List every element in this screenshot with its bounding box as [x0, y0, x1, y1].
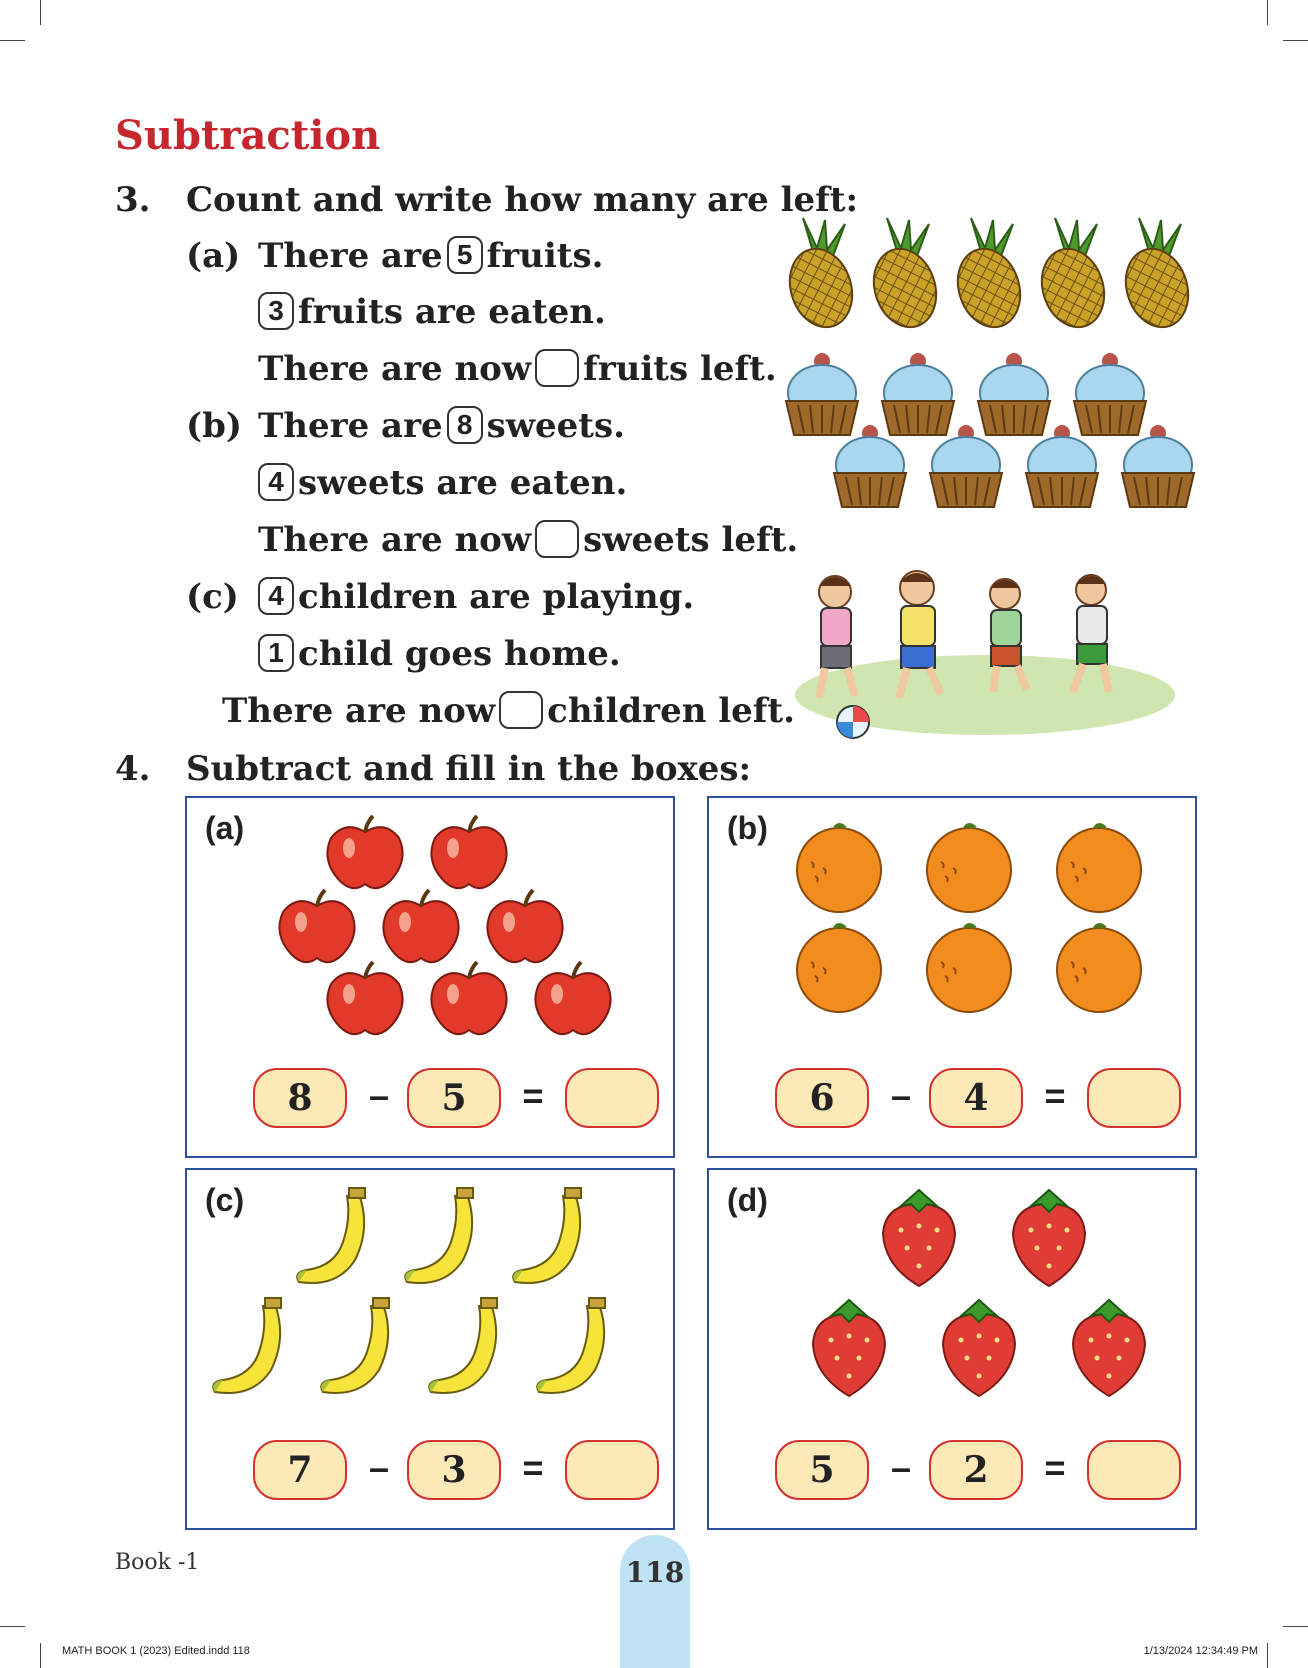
- banana: [537, 1298, 605, 1393]
- minus-sign: –: [890, 1075, 912, 1116]
- orange: [927, 925, 1011, 1012]
- line-text: There are now: [222, 691, 496, 731]
- equation: [187, 1068, 673, 1128]
- crop-mark: [1267, 1643, 1268, 1668]
- sweet-8: [1122, 425, 1194, 507]
- answer-box[interactable]: [1087, 1440, 1181, 1500]
- part-c-line-3: [222, 691, 795, 732]
- panel-label: (d): [727, 1182, 768, 1218]
- part-a-label: (a): [186, 236, 241, 276]
- answer-box[interactable]: [565, 1440, 659, 1500]
- apple: [327, 816, 402, 888]
- banana: [297, 1188, 365, 1283]
- number-box: 1: [258, 634, 294, 672]
- section-title: Subtraction: [115, 112, 381, 159]
- question-4-prompt: Subtract and fill in the boxes:: [186, 749, 752, 789]
- bananas-illustration: [205, 1188, 645, 1408]
- equals-sign: =: [522, 1447, 544, 1488]
- number-box: 4: [258, 577, 294, 615]
- subtrahend-box: 2: [929, 1440, 1023, 1500]
- pineapple-3: [948, 218, 1030, 335]
- line-text: child goes home.: [298, 634, 621, 674]
- apple: [383, 890, 458, 962]
- line-text: sweets left.: [583, 520, 799, 560]
- part-c-label: (c): [186, 577, 239, 617]
- crop-mark: [40, 0, 41, 25]
- orange: [1057, 925, 1141, 1012]
- part-c-line-2: [254, 634, 621, 675]
- number-box: 5: [447, 236, 483, 274]
- apples-illustration: [277, 816, 637, 1036]
- line-text: There are now: [258, 349, 532, 389]
- part-a-line-3: [258, 349, 777, 390]
- line-text: fruits.: [486, 236, 604, 276]
- minuend-box: 8: [253, 1068, 347, 1128]
- sweet-6: [930, 425, 1002, 507]
- minuend-box: 5: [775, 1440, 869, 1500]
- equals-sign: =: [1044, 1447, 1066, 1488]
- subtrahend-box: 3: [407, 1440, 501, 1500]
- part-b-line-3: [258, 520, 798, 561]
- answer-box[interactable]: [535, 520, 579, 558]
- slug-timestamp: 1/13/2024 12:34:49 PM: [1143, 1645, 1258, 1657]
- equals-sign: =: [1044, 1075, 1066, 1116]
- part-c-line-1: [254, 577, 694, 618]
- equation: [709, 1440, 1195, 1500]
- line-text: fruits are eaten.: [298, 292, 606, 332]
- equation: [187, 1440, 673, 1500]
- number-box: 3: [258, 292, 294, 330]
- question-4-number: 4.: [115, 749, 151, 789]
- line-text: children are playing.: [298, 577, 695, 617]
- sweet-1: [786, 353, 858, 435]
- equation: [709, 1068, 1195, 1128]
- crop-mark: [0, 1626, 25, 1627]
- pineapple-5: [1116, 218, 1198, 335]
- pineapple-2: [864, 218, 946, 335]
- strawberries-illustration: [809, 1190, 1149, 1410]
- minus-sign: –: [368, 1075, 390, 1116]
- page-number: 118: [625, 1556, 685, 1589]
- strawberry: [883, 1190, 955, 1286]
- minuend-box: 6: [775, 1068, 869, 1128]
- part-a-line-1: [258, 236, 603, 277]
- banana: [213, 1298, 281, 1393]
- pineapple-4: [1032, 218, 1114, 335]
- minuend-box: 7: [253, 1440, 347, 1500]
- line-text: sweets are eaten.: [298, 463, 628, 503]
- strawberry: [943, 1300, 1015, 1396]
- answer-box[interactable]: [535, 349, 579, 387]
- equals-sign: =: [522, 1075, 544, 1116]
- line-text: There are now: [258, 520, 532, 560]
- part-b-line-1: [258, 406, 625, 447]
- part-b-line-2: [254, 463, 627, 504]
- orange: [927, 825, 1011, 912]
- subtrahend-box: 5: [407, 1068, 501, 1128]
- children-playing-illustration: [795, 570, 1175, 745]
- orange: [797, 825, 881, 912]
- number-box: 8: [447, 406, 483, 444]
- minus-sign: –: [368, 1447, 390, 1488]
- crop-mark: [1283, 40, 1308, 41]
- strawberry: [813, 1300, 885, 1396]
- apple: [279, 890, 354, 962]
- orange: [1057, 825, 1141, 912]
- apple: [487, 890, 562, 962]
- crop-mark: [1267, 0, 1268, 25]
- question-3-number: 3.: [115, 180, 151, 220]
- banana: [513, 1188, 581, 1283]
- pineapple-1: [780, 218, 862, 335]
- part-b-label: (b): [186, 406, 242, 446]
- page-number-tab: [620, 1535, 690, 1668]
- subtrahend-box: 4: [929, 1068, 1023, 1128]
- ball-icon: [837, 706, 869, 738]
- line-text: sweets.: [486, 406, 625, 446]
- crop-mark: [40, 1643, 41, 1668]
- orange: [797, 925, 881, 1012]
- banana: [321, 1298, 389, 1393]
- book-label: Book -1: [115, 1550, 200, 1575]
- pineapples-illustration: [775, 218, 1215, 328]
- sweet-2: [882, 353, 954, 435]
- strawberry: [1073, 1300, 1145, 1396]
- crop-mark: [1283, 1626, 1308, 1627]
- sweet-7: [1026, 425, 1098, 507]
- line-text: fruits left.: [583, 349, 777, 389]
- answer-box[interactable]: [499, 691, 543, 729]
- banana: [405, 1188, 473, 1283]
- crop-mark: [0, 40, 25, 41]
- question-3-prompt: Count and write how many are left:: [186, 180, 859, 220]
- sweet-5: [834, 425, 906, 507]
- line-text: There are: [258, 236, 443, 276]
- part-a-line-2: [254, 292, 606, 333]
- line-text: There are: [258, 406, 443, 446]
- answer-box[interactable]: [1087, 1068, 1181, 1128]
- sweets-illustration: [780, 355, 1200, 515]
- line-text: children left.: [547, 691, 795, 731]
- panel-label: (a): [205, 810, 245, 846]
- oranges-illustration: [795, 826, 1155, 1016]
- apple: [431, 816, 506, 888]
- panel-c: [185, 1168, 675, 1530]
- panel-label: (c): [205, 1182, 245, 1218]
- sweet-4: [1074, 353, 1146, 435]
- minus-sign: –: [890, 1447, 912, 1488]
- apple: [431, 962, 506, 1034]
- panel-b: [707, 796, 1197, 1158]
- sweet-3: [978, 353, 1050, 435]
- banana: [429, 1298, 497, 1393]
- slug-filename: MATH BOOK 1 (2023) Edited.indd 118: [62, 1645, 250, 1657]
- panel-d: [707, 1168, 1197, 1530]
- panel-a: [185, 796, 675, 1158]
- strawberry: [1013, 1190, 1085, 1286]
- number-box: 4: [258, 463, 294, 501]
- apple: [327, 962, 402, 1034]
- apple: [535, 962, 610, 1034]
- answer-box[interactable]: [565, 1068, 659, 1128]
- panel-label: (b): [727, 810, 768, 846]
